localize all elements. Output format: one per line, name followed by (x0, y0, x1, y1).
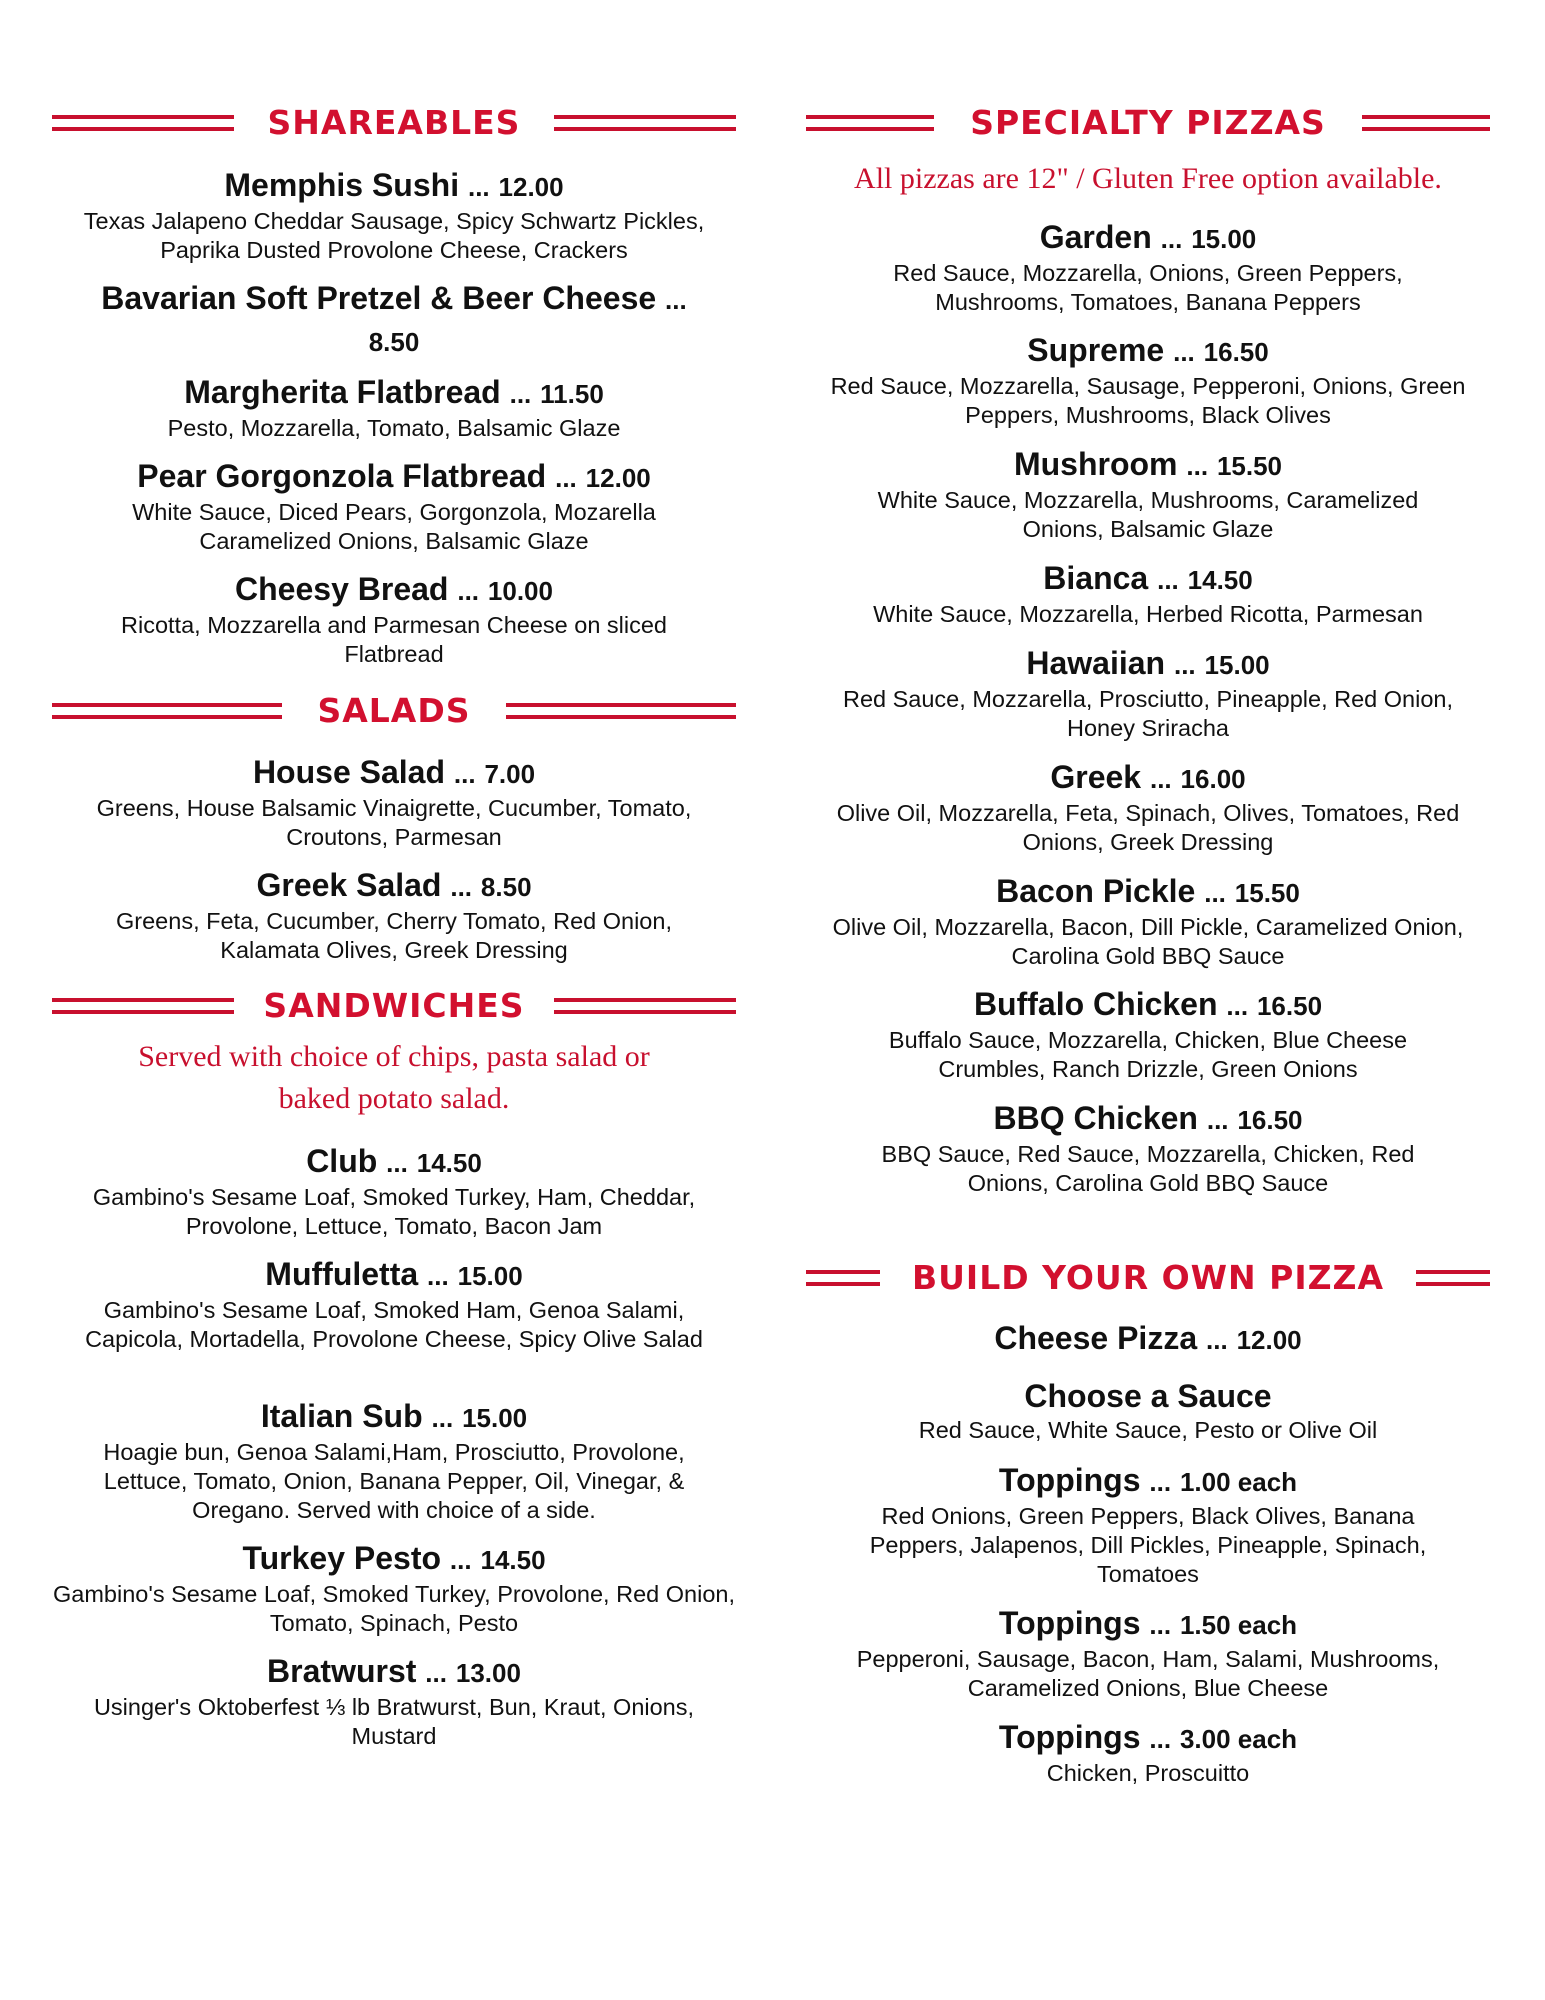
item-name: Cheesy Bread (235, 571, 449, 607)
price-separator: ... (1204, 878, 1226, 908)
item-price: 15.00 (1204, 650, 1270, 680)
item-name: Toppings (998, 1719, 1141, 1755)
item-description: White Sauce, Mozzarella, Herbed Ricotta, Parmesan (873, 601, 1423, 627)
specialty-pizzas-header (806, 95, 1490, 151)
menu-item (52, 1141, 736, 1241)
item-name: Italian Sub (260, 1398, 423, 1434)
item-price: 1.50 each (1179, 1610, 1298, 1640)
item-name: Garden (1039, 219, 1152, 255)
specialty-pizzas-subtitle: All pizzas are 12" / Gluten Free option available. (854, 162, 1442, 195)
item-name: Margherita Flatbread (184, 374, 501, 410)
item-description: Red Sauce, Mozzarella, Sausage, Pepperoni, Onions, Green Peppers, Mushrooms, Black Olives (830, 373, 1466, 428)
item-price: 14.50 (1187, 565, 1253, 595)
price-separator: ... (450, 872, 473, 902)
item-price: 10.00 (487, 576, 553, 606)
item-description: BBQ Sauce, Red Sauce, Mozzarella, Chicken, Red Onions, Carolina Gold BBQ Sauce (881, 1141, 1415, 1196)
item-name: Bacon Pickle (996, 873, 1196, 909)
menu-item (52, 278, 736, 362)
item-description: Pepperoni, Sausage, Bacon, Ham, Salami, Mushrooms, Caramelized Onions, Blue Cheese (856, 1646, 1440, 1701)
item-name: Toppings (998, 1605, 1141, 1641)
menu-item (806, 217, 1490, 317)
item-description: Olive Oil, Mozzarella, Feta, Spinach, Olives, Tomatoes, Red Onions, Greek Dressing (836, 800, 1460, 855)
item-price: 15.50 (1216, 451, 1283, 481)
item-price: 3.00 each (1179, 1724, 1298, 1754)
item-price: 16.50 (1256, 991, 1323, 1021)
item-name: Mushroom (1013, 446, 1178, 482)
price-separator: ... (1226, 991, 1249, 1021)
item-price: 12.00 (498, 172, 564, 202)
item-description: Olive Oil, Mozzarella, Bacon, Dill Pickle, Caramelized Onion, Carolina Gold BBQ Sauce (832, 914, 1464, 969)
item-description: White Sauce, Mozzarella, Mushrooms, Caramelized Onions, Balsamic Glaze (877, 487, 1419, 542)
item-description: Red Sauce, White Sauce, Pesto or Olive Oil (918, 1417, 1378, 1443)
price-separator: ... (386, 1148, 408, 1178)
menu-item (52, 1651, 736, 1751)
item-name: Greek Salad (256, 867, 442, 903)
item-description: Pesto, Mozzarella, Tomato, Balsamic Glaze (167, 415, 621, 441)
item-price: 12.00 (1236, 1325, 1302, 1355)
item-description: Ricotta, Mozzarella and Parmesan Cheese on sliced Flatbread (121, 612, 667, 667)
item-description: Buffalo Sauce, Mozzarella, Chicken, Blue Cheese Crumbles, Ranch Drizzle, Green Onions (888, 1027, 1408, 1082)
price-separator: ... (449, 1545, 472, 1575)
price-separator: ... (427, 1261, 449, 1291)
item-price: 15.00 (457, 1261, 523, 1291)
price-separator: ... (665, 285, 687, 315)
item-name: Bavarian Soft Pretzel & Beer Cheese (101, 280, 657, 316)
price-separator: ... (431, 1403, 454, 1433)
item-name: Cheese Pizza (994, 1320, 1198, 1356)
item-description: White Sauce, Diced Pears, Gorgonzola, Mozarella Caramelized Onions, Balsamic Glaze (132, 499, 656, 554)
section-title-specialty-pizzas: SPECIALTY PIZZAS (970, 103, 1326, 142)
menu-item (52, 865, 736, 965)
item-description: Gambino's Sesame Loaf, Smoked Ham, Genoa Salami, Capicola, Mortadella, Provolone Cheese, Spicy Olive Salad (85, 1297, 703, 1352)
item-name: Club (306, 1143, 378, 1179)
menu-item (52, 1396, 736, 1525)
item-description: Texas Jalapeno Cheddar Sausage, Spicy Schwartz Pickles, Paprika Dusted Provolone Cheese, Crackers (83, 208, 705, 263)
item-name: Choose a Sauce (1024, 1378, 1272, 1414)
item-price: 16.50 (1203, 337, 1269, 367)
menu-item (52, 1254, 736, 1354)
price-separator: ... (1206, 1105, 1229, 1135)
menu-item (806, 330, 1490, 430)
item-name: Greek (1050, 759, 1142, 795)
item-description: Hoagie bun, Genoa Salami,Ham, Prosciutto, Provolone, Lettuce, Tomato, Onion, Banana Pepper, Oil, Vinegar, & Oregano. Served with choice of a side. (103, 1439, 685, 1523)
price-separator: ... (1149, 1467, 1172, 1497)
item-name: Bianca (1043, 560, 1149, 596)
menu-item (52, 752, 736, 852)
item-price: 14.50 (480, 1545, 546, 1575)
item-name: Memphis Sushi (224, 167, 460, 203)
item-price: 13.00 (455, 1658, 521, 1688)
item-name: Buffalo Chicken (973, 986, 1218, 1022)
item-price: 16.50 (1237, 1105, 1303, 1135)
item-description: Red Sauce, Mozzarella, Onions, Green Peppers, Mushrooms, Tomatoes, Banana Peppers (893, 260, 1403, 315)
price-separator: ... (467, 172, 490, 202)
item-price: 16.00 (1180, 764, 1246, 794)
menu-item (806, 558, 1490, 629)
section-title-salads: SALADS (317, 691, 471, 730)
salads-header (52, 683, 736, 739)
item-description: Red Sauce, Mozzarella, Prosciutto, Pineapple, Red Onion, Honey Sriracha (842, 686, 1454, 741)
item-price: 1.00 each (1179, 1467, 1298, 1497)
item-price: 12.00 (585, 463, 651, 493)
menu-item (52, 165, 736, 265)
item-price: 8.50 (480, 872, 532, 902)
menu-item (806, 984, 1490, 1084)
price-separator: ... (1149, 1724, 1172, 1754)
price-separator: ... (425, 1658, 447, 1688)
price-separator: ... (453, 759, 476, 789)
item-description: Usinger's Oktoberfest ⅓ lb Bratwurst, Bun, Kraut, Onions, Mustard (93, 1694, 695, 1749)
shareables-header (52, 95, 736, 151)
menu-item (52, 569, 736, 669)
menu-item (806, 1603, 1490, 1703)
menu-item (52, 372, 736, 443)
menu-item (806, 1460, 1490, 1589)
item-name: Muffuletta (265, 1256, 419, 1292)
price-separator: ... (1206, 1325, 1228, 1355)
item-price: 15.00 (462, 1403, 528, 1433)
price-separator: ... (1157, 565, 1179, 595)
price-separator: ... (1173, 337, 1195, 367)
item-price: 14.50 (416, 1148, 482, 1178)
price-separator: ... (457, 576, 480, 606)
item-name: Toppings (998, 1462, 1141, 1498)
item-name: House Salad (252, 754, 445, 790)
section-title-sandwiches: SANDWICHES (263, 986, 525, 1025)
item-description: Gambino's Sesame Loaf, Smoked Turkey, Provolone, Red Onion, Tomato, Spinach, Pesto (53, 1581, 735, 1636)
price-separator: ... (1160, 224, 1183, 254)
item-description: Greens, House Balsamic Vinaigrette, Cucumber, Tomato, Croutons, Parmesan (96, 795, 692, 850)
price-separator: ... (1149, 764, 1172, 794)
menu-item (806, 1098, 1490, 1198)
price-separator: ... (509, 379, 532, 409)
item-name: Hawaiian (1026, 645, 1166, 681)
menu-item (806, 871, 1490, 971)
item-price: 7.00 (484, 759, 536, 789)
item-price: 8.50 (368, 327, 420, 357)
item-description: Chicken, Proscuitto (1046, 1760, 1250, 1786)
sandwiches-header (52, 978, 736, 1034)
menu-item (806, 1717, 1490, 1788)
menu-item (52, 456, 736, 556)
item-name: Turkey Pesto (242, 1540, 442, 1576)
price-separator: ... (555, 463, 577, 493)
sandwiches-subtitle: Served with choice of chips, pasta salad or baked potato salad. (138, 1040, 650, 1115)
item-description: Gambino's Sesame Loaf, Smoked Turkey, Ham, Cheddar, Provolone, Lettuce, Tomato, Bacon Jam (92, 1184, 696, 1239)
section-title-build-your-own: BUILD YOUR OWN PIZZA (911, 1258, 1385, 1297)
item-description: Red Onions, Green Peppers, Black Olives, Banana Peppers, Jalapenos, Dill Pickles, Pineapple, Spinach, Tomatoes (869, 1503, 1427, 1587)
menu-item (806, 643, 1490, 743)
item-name: BBQ Chicken (993, 1100, 1198, 1136)
menu-item (806, 757, 1490, 857)
menu-item (806, 1376, 1490, 1445)
item-name: Pear Gorgonzola Flatbread (137, 458, 547, 494)
menu-item (52, 1538, 736, 1638)
item-description: Greens, Feta, Cucumber, Cherry Tomato, Red Onion, Kalamata Olives, Greek Dressing (116, 908, 672, 963)
price-separator: ... (1149, 1610, 1172, 1640)
menu-item (806, 1318, 1490, 1360)
item-price: 15.00 (1191, 224, 1257, 254)
price-separator: ... (1173, 650, 1196, 680)
section-title-shareables: SHAREABLES (267, 103, 521, 142)
build-your-own-header (806, 1250, 1490, 1306)
item-price: 11.50 (540, 379, 604, 409)
menu-item (806, 444, 1490, 544)
item-name: Bratwurst (267, 1653, 417, 1689)
item-price: 15.50 (1234, 878, 1300, 908)
item-name: Supreme (1027, 332, 1165, 368)
price-separator: ... (1186, 451, 1209, 481)
